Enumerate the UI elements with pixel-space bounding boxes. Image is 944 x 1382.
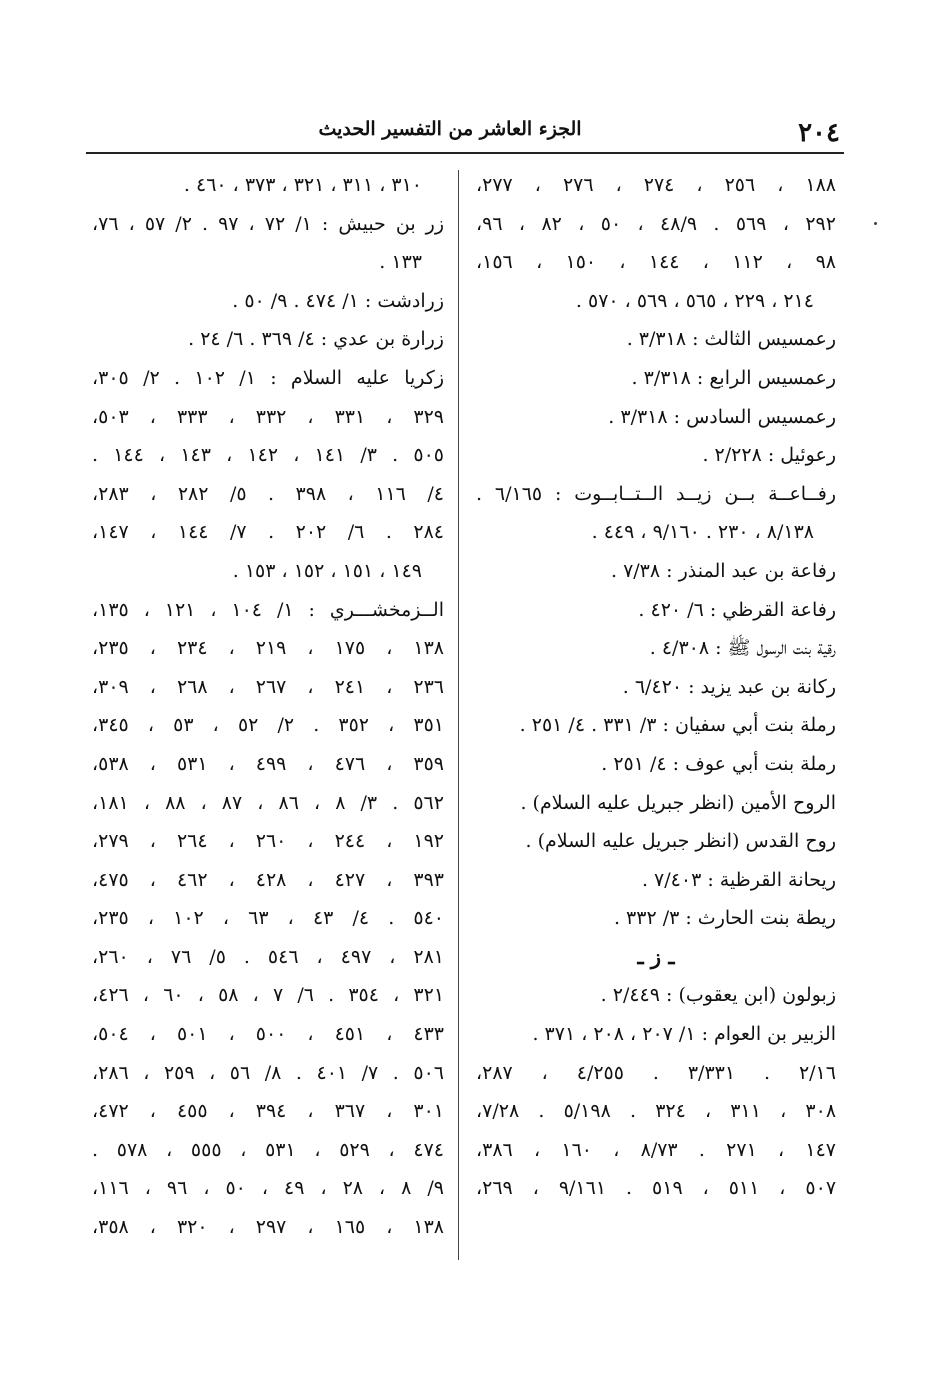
index-entry-line: رفاعة بن عبد المنذر : ٧/٣٨ .: [610, 559, 836, 582]
header-rule: [86, 152, 844, 154]
index-entry-line: ٩/ ٨ ، ٢٨ ، ٤٩ ، ٥٠ ، ٩٦ ، ١١٦،: [92, 1177, 444, 1200]
index-entry-line: ٤٣٣ ، ٤٥١ ، ٥٠٠ ، ٥٠١ ، ٥٠٤،: [92, 1023, 444, 1046]
index-entry-line: زرادشت : ١/ ٤٧٤ . ٩/ ٥٠ .: [232, 289, 444, 312]
index-entry-line: رقية بنت الرسول ﷺ : ٤/٣٠٨ .: [649, 637, 836, 660]
index-entry-line: ١٤٩ ، ١٥١ ، ١٥٢ ، ١٥٣ .: [232, 559, 422, 582]
index-entry-line: روح القدس (انظر جبريل عليه السلام) .: [525, 830, 836, 853]
index-entry-line: ٣٥٩ ، ٤٧٦ ، ٤٩٩ ، ٥٣١ ، ٥٣٨،: [92, 752, 444, 775]
index-entry-line: ٣١٠ ، ٣١١ ، ٣٢١ ، ٣٧٣ ، ٤٦٠ .: [183, 174, 422, 196]
index-entry-line: زرارة بن عدي : ٤/ ٣٦٩ . ٦/ ٢٤ .: [188, 328, 444, 351]
index-entry-line: ٤/ ١١٦ ، ٣٩٨ . ٥/ ٢٨٢ ، ٢٨٣،: [92, 482, 444, 505]
index-entry-line: رفاعة القرظي : ٦/ ٤٢٠ .: [638, 598, 836, 621]
index-entry-line: ٣٢١ ، ٣٥٤ . ٦/ ٧ ، ٥٨ ، ٦٠ ، ٤٢٦،: [92, 984, 444, 1007]
index-entry-line: رملة بنت أبي عوف : ٤/ ٢٥١ .: [601, 752, 836, 775]
index-entry-line: ٨/١٣٨ ، ٢٣٠ . ٩/١٦٠ ، ٤٤٩ .: [591, 521, 814, 544]
index-entry-line: ٥٠٧ ، ٥١١ ، ٥١٩ . ٩/١٦١ ، ٢٦٩،: [476, 1177, 836, 1200]
index-entry-line: ريطة بنت الحارث : ٣/ ٣٣٢ .: [613, 907, 836, 930]
index-entry-line: ٥٠٥ . ٣/ ١٤١ ، ١٤٢ ، ١٤٣ ، ١٤٤ .: [92, 444, 444, 467]
index-entry-line: ركانة بن عبد يزيد : ٦/٤٢٠ .: [622, 675, 836, 698]
index-entry-line: ٣٥١ ، ٣٥٢ . ٢/ ٥٢ ، ٥٣ ، ٣٤٥،: [92, 714, 444, 737]
index-entry-line: ٩٨ ، ١١٢ ، ١٤٤ ، ١٥٠ ، ١٥٦،: [476, 251, 836, 274]
index-entry-line: ٥٤٠ . ٤/ ٤٣ ، ٦٣ ، ١٠٢ ، ٢٣٥،: [92, 907, 444, 930]
index-entry-line: زكريا عليه السلام : ١/ ١٠٢ . ٢/ ٣٠٥،: [92, 366, 444, 389]
index-entry-line: رملة بنت أبي سفيان : ٣/ ٣٣١ . ٤/ ٢٥١ .: [519, 714, 836, 737]
index-entry-line: ٣٢٩ ، ٣٣١ ، ٣٣٢ ، ٣٣٣ ، ٥٠٣،: [92, 405, 444, 428]
index-entry-line: الــزمخشـــري : ١/ ١٠٤ ، ١٢١ ، ١٣٥،: [92, 598, 444, 621]
index-entry-line: ٢٨١ ، ٤٩٧ ، ٥٤٦ . ٥/ ٧٦ ، ٢٦٠،: [92, 945, 444, 968]
index-entry-line: ١٨٨ ، ٢٥٦ ، ٢٧٤ ، ٢٧٦ ، ٢٧٧،: [476, 174, 836, 196]
index-entry-line: زر بن حبيش : ١/ ٧٢ ، ٩٧ . ٢/ ٥٧ ، ٧٦،: [92, 212, 444, 235]
index-entry-line: ٣٠١ ، ٣٦٧ ، ٣٩٤ ، ٤٥٥ ، ٤٧٢،: [92, 1100, 444, 1123]
index-entry-line: ريحانة القرظية : ٧/٤٠٣ .: [641, 868, 836, 891]
index-entry-line: ٢١٤ ، ٢٢٩ ، ٥٦٥ ، ٥٦٩ ، ٥٧٠ .: [575, 289, 814, 312]
index-entry-line: رعمسيس السادس : ٣/٣١٨ .: [608, 405, 836, 428]
section-letter-heading: ـ ز ـ: [637, 943, 675, 969]
index-entry-line: ٥٦٢ . ٣/ ٨ ، ٨٦ ، ٨٧ ، ٨٨ ، ١٨١،: [92, 791, 444, 814]
index-entry-line: رفــاعــة بــن زيــد الــتــابــوت : ٦/١٦٥ .: [476, 482, 836, 505]
index-entry-line: ١٣٨ ، ١٧٥ ، ٢١٩ ، ٢٣٤ ، ٢٣٥،: [92, 637, 444, 660]
index-entry-line: الروح الأمين (انظر جبريل عليه السلام) .: [520, 791, 836, 814]
index-entry-line: ١٣٣ .: [379, 251, 422, 274]
index-column-left: [92, 166, 444, 1247]
index-entry-line: ٣٠٨ ، ٣١١ ، ٣٢٤ . ٥/١٩٨ . ٧/٢٨،: [476, 1100, 836, 1123]
index-entry-line: ٣٩٣ ، ٤٢٧ ، ٤٢٨ ، ٤٦٢ ، ٤٧٥،: [92, 868, 444, 891]
index-column-right: [476, 166, 836, 1208]
index-entry-line: زبولون (ابن يعقوب) : ٢/٤٤٩ .: [600, 984, 836, 1007]
index-entry-line: رعمسيس الثالث : ٣/٣١٨ .: [626, 328, 836, 351]
index-entry-line: ١٣٨ ، ١٦٥ ، ٢٩٧ ، ٣٢٠ ، ٣٥٨،: [92, 1216, 444, 1239]
index-entry-line: ٢٩٢ ، ٥٦٩ . ٤٨/٩ ، ٥٠ ، ٨٢ ، ٩٦،: [476, 212, 836, 235]
index-entry-line: ٤٧٤ ، ٥٢٩ ، ٥٣١ ، ٥٥٥ ، ٥٧٨ .: [92, 1138, 444, 1161]
page-number: ٢٠٤: [798, 118, 840, 148]
index-entry-line: رعوئيل : ٢/٢٢٨ .: [702, 444, 836, 467]
margin-dot: [874, 222, 877, 225]
index-entry-line: الزبير بن العوام : ١/ ٢٠٧ ، ٢٠٨ ، ٣٧١ .: [532, 1023, 836, 1046]
index-entry-line: رعمسيس الرابع : ٣/٣١٨ .: [631, 366, 836, 389]
running-title: الجزء العاشر من التفسير الحديث: [318, 118, 582, 140]
index-entry-line: ١٤٧ ، ٢٧١ . ٨/٧٣ ، ١٦٠ ، ٣٨٦،: [476, 1138, 836, 1161]
index-entry-line: ٢٨٤ . ٦/ ٢٠٢ . ٧/ ١٤٤ ، ١٤٧،: [92, 521, 444, 544]
index-entry-line: ٥٠٦ . ٧/ ٤٠١ . ٨/ ٥٦ ، ٢٥٩ ، ٢٨٦،: [92, 1061, 444, 1084]
index-entry-line: ٢/١٦ . ٣/٣٣١ . ٤/٢٥٥ ، ٢٨٧،: [476, 1061, 836, 1084]
index-entry-line: ١٩٢ ، ٢٤٤ ، ٢٦٠ ، ٢٦٤ ، ٢٧٩،: [92, 830, 444, 853]
index-entry-line: ٢٣٦ ، ٢٤١ ، ٢٦٧ ، ٢٦٨ ، ٣٠٩،: [92, 675, 444, 698]
column-divider: [458, 170, 459, 1260]
